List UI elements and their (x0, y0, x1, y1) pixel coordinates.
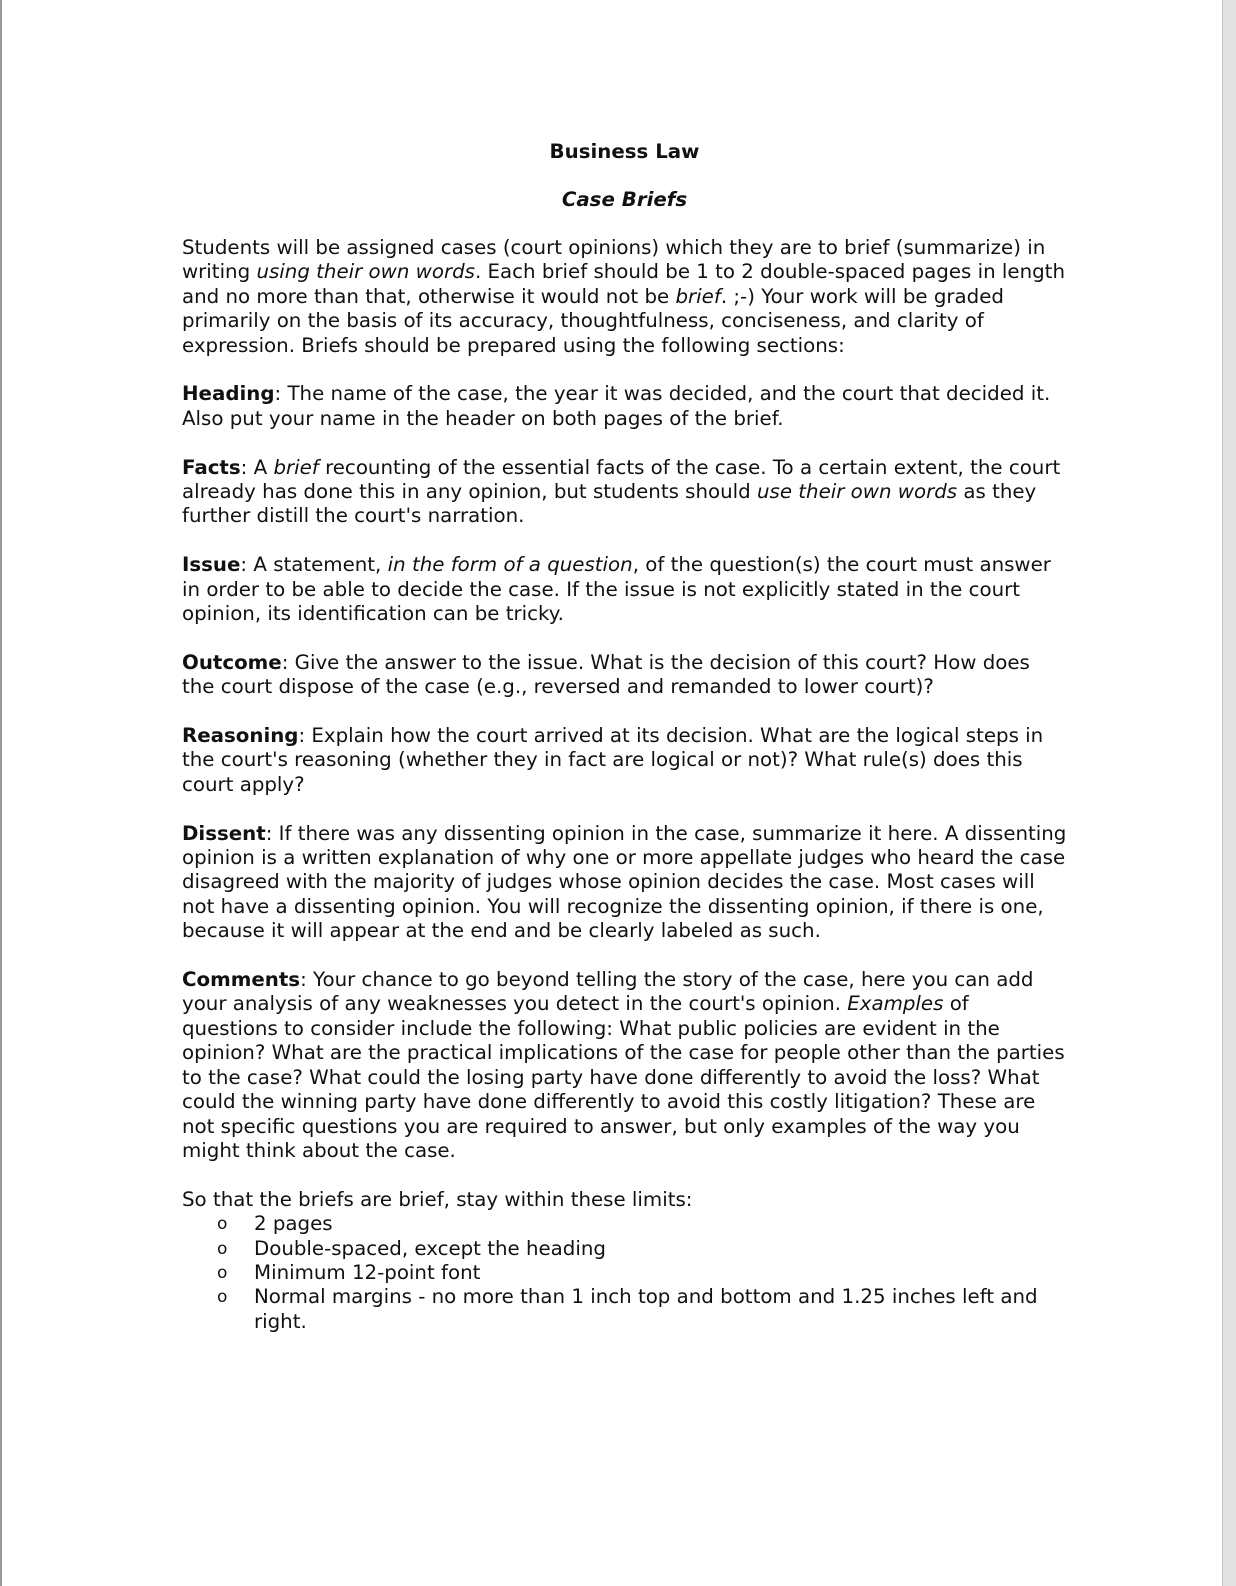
document-subtitle: Case Briefs (561, 188, 688, 211)
section-outcome (182, 651, 1067, 700)
section-issue-text-2: , of the question(s) the court must answer in order to be able to decide the case. If the issue is not explicitly stated in the court opinion, its identification can be tricky. (182, 553, 1051, 626)
bullet-icon: o (217, 1262, 228, 1283)
section-heading (182, 382, 1067, 431)
section-outcome-label: Outcome (182, 650, 282, 674)
section-heading-text: : The name of the case, the year it was decided, and the court that decided it. Also put your name in the header on both pages of the brief. (182, 382, 1051, 430)
intro-emphasis-2: brief (675, 284, 721, 308)
page-left-edge (0, 0, 2, 1586)
section-facts-text-3: as they further distill the court's narration. (182, 480, 1037, 528)
section-dissent-label: Dissent (182, 821, 266, 845)
section-dissent-text: : If there was any dissenting opinion in the case, summarize it here. A dissenting opinion is a written explanation of why one or more appellate judges who heard the case disagreed with the majority of judges whose opinion decides the case. Most cases will not have a dissenting opinion. You will recognize the dissenting opinion, if there is one, because it will appear at the end and be clearly labeled as such. (182, 821, 1067, 943)
section-outcome-text: : Give the answer to the issue. What is the decision of this court? How does the court dispose of the case (e.g., reversed and remanded to lower court)? (182, 650, 1030, 699)
limits-item-text: Minimum 12-point font (254, 1260, 481, 1284)
section-reasoning-label: Reasoning (182, 724, 299, 748)
section-comments (182, 968, 1067, 1163)
section-issue-label: Issue (182, 553, 241, 577)
section-dissent (182, 822, 1067, 944)
limits-item-text: 2 pages (254, 1212, 333, 1236)
section-comments-text-2: of questions to consider include the following: What public policies are evident in the opinion? What are the practical implications of the case for people other than the parties to the case? What could the losing party have done differently to avoid the loss? What could the winning party have done differently to avoid this costly litigation? These are not specific questions you are required to answer, but only examples of the way you might think about the case. (182, 992, 1065, 1162)
intro-emphasis-1: using their own words (256, 260, 475, 284)
section-comments-label: Comments (182, 968, 301, 992)
section-facts-emphasis-2: use their own words (757, 480, 958, 504)
section-comments-emphasis: Examples (847, 992, 944, 1016)
bullet-icon: o (217, 1238, 228, 1259)
limits-list-item (182, 1261, 1067, 1285)
page-right-edge (1222, 0, 1236, 1586)
section-reasoning-text: : Explain how the court arrived at its decision. What are the logical steps in the court's reasoning (whether they in fact are logical or not)? What rule(s) does this court apply? (182, 724, 1044, 796)
document-page (182, 140, 1067, 1334)
bullet-icon: o (217, 1287, 228, 1308)
document-title: Business Law (549, 140, 700, 163)
intro-text-1: Students will be assigned cases (court opinions) which they are to brief (summarize) in writing (182, 236, 1046, 284)
section-issue-text-1: : A statement, (240, 553, 388, 577)
section-issue (182, 553, 1067, 626)
intro-text-3: . ;-) Your work will be graded primarily on the basis of its accuracy, thoughtfulness, conciseness, and clarity of expression. Briefs should be prepared using the following sections: (182, 284, 1004, 357)
section-facts-emphasis-1: brief (273, 455, 319, 479)
intro-paragraph (182, 236, 1067, 358)
section-facts (182, 456, 1067, 529)
section-heading-label: Heading (182, 382, 275, 406)
section-comments-text-1: : Your chance to go beyond telling the story of the case, here you can add your analysis of any weaknesses you detect in the court's opinion. (182, 968, 1034, 1016)
section-facts-label: Facts (182, 455, 241, 479)
intro-text-2: . Each brief should be 1 to 2 double-spaced pages in length and no more than that, otherwise it would not be (182, 260, 1065, 308)
limits-item-text: Normal margins - no more than 1 inch top and bottom and 1.25 inches left and right. (254, 1285, 1038, 1333)
limits-intro: So that the briefs are brief, stay within these limits: (182, 1187, 693, 1211)
bullet-icon: o (217, 1214, 228, 1235)
limits-list-item (182, 1212, 1067, 1236)
limits-list-item (182, 1285, 1067, 1334)
section-facts-text-2: recounting of the essential facts of the case. To a certain extent, the court already has done this in any opinion, but students should (182, 455, 1061, 504)
limits-list-item (182, 1237, 1067, 1261)
limits-list (182, 1212, 1067, 1334)
section-issue-emphasis: in the form of a question (387, 553, 633, 577)
limits-item-text: Double-spaced, except the heading (254, 1236, 606, 1260)
section-reasoning (182, 724, 1067, 797)
section-facts-text-1: : A (240, 455, 274, 479)
